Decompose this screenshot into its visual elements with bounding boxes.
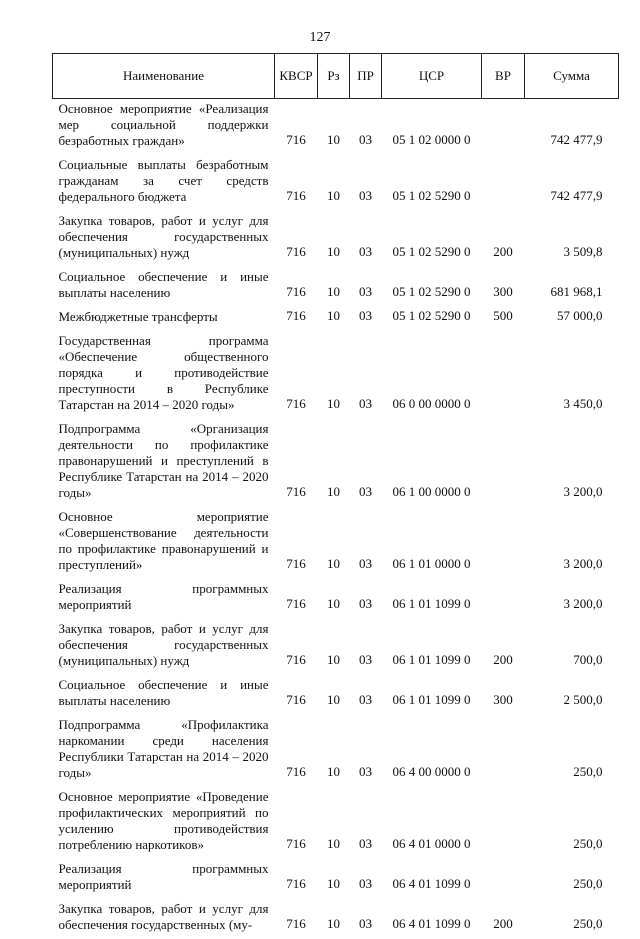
row-kvsr: 716 — [286, 244, 306, 259]
row-kvsr: 716 — [286, 916, 306, 931]
header-csr: ЦСР — [382, 54, 482, 99]
row-name: Основное мероприятие «Совершенствование деятельности по профилактике правонарушений и преступлений» — [58, 509, 269, 572]
row-csr: 05 1 02 5290 0 — [392, 188, 471, 203]
row-pr: 03 — [359, 484, 372, 499]
row-pr: 03 — [359, 764, 372, 779]
row-name: Реализация программных мероприятий — [58, 861, 269, 892]
row-vr: 200 — [493, 916, 513, 931]
row-name: Социальное обеспечение и иные выплаты населению — [58, 269, 269, 300]
row-vr: 300 — [493, 284, 513, 299]
row-sum: 681 968,1 — [550, 284, 603, 299]
table-row — [53, 675, 619, 715]
table-row — [53, 307, 619, 331]
row-sum: 3 200,0 — [563, 484, 603, 499]
table-row — [53, 859, 619, 899]
row-vr — [482, 155, 525, 211]
row-csr: 06 4 01 1099 0 — [392, 876, 471, 891]
row-kvsr: 716 — [286, 764, 306, 779]
table-row — [53, 899, 619, 939]
row-rz: 10 — [327, 692, 340, 707]
row-vr — [482, 859, 525, 899]
row-vr: 200 — [493, 652, 513, 667]
row-name: Реализация программных мероприятий — [58, 581, 269, 612]
header-kvsr: КВСР — [275, 54, 318, 99]
table-row — [53, 267, 619, 307]
row-csr: 06 1 01 1099 0 — [392, 652, 471, 667]
row-csr: 06 1 00 0000 0 — [392, 484, 471, 499]
row-pr: 03 — [359, 836, 372, 851]
row-kvsr: 716 — [286, 284, 306, 299]
row-vr — [482, 579, 525, 619]
row-kvsr: 716 — [286, 596, 306, 611]
table-row — [53, 579, 619, 619]
row-pr: 03 — [359, 308, 372, 323]
table-row — [53, 331, 619, 419]
row-rz: 10 — [327, 836, 340, 851]
row-rz: 10 — [327, 652, 340, 667]
table-row — [53, 787, 619, 859]
row-rz: 10 — [327, 396, 340, 411]
row-vr: 300 — [493, 692, 513, 707]
row-kvsr: 716 — [286, 396, 306, 411]
row-rz: 10 — [327, 556, 340, 571]
row-name: Основное мероприятие «Проведение профилактических мероприятий по усилению противодействия потреблению наркотиков» — [58, 789, 269, 852]
row-sum: 250,0 — [573, 764, 603, 779]
row-sum: 2 500,0 — [563, 692, 603, 707]
row-csr: 06 1 01 0000 0 — [392, 556, 471, 571]
row-rz: 10 — [327, 244, 340, 259]
header-name: Наименование — [53, 54, 275, 99]
header-sum: Сумма — [525, 54, 619, 99]
row-rz: 10 — [327, 916, 340, 931]
row-vr — [482, 507, 525, 579]
table-row — [53, 619, 619, 675]
row-csr: 05 1 02 0000 0 — [392, 132, 471, 147]
row-name: Межбюджетные трансферты — [58, 309, 218, 324]
table-row — [53, 99, 619, 156]
page-number: 127 — [309, 30, 331, 45]
row-sum: 57 000,0 — [557, 308, 603, 323]
header-pr: ПР — [350, 54, 382, 99]
row-name: Социальное обеспечение и иные выплаты населению — [58, 677, 269, 708]
row-csr: 06 4 01 1099 0 — [392, 916, 471, 931]
row-sum: 742 477,9 — [550, 132, 603, 147]
row-rz: 10 — [327, 876, 340, 891]
row-csr: 06 1 01 1099 0 — [392, 692, 471, 707]
table-row — [53, 211, 619, 267]
row-kvsr: 716 — [286, 836, 306, 851]
row-pr: 03 — [359, 692, 372, 707]
row-vr: 500 — [493, 308, 513, 323]
table-row — [53, 419, 619, 507]
row-kvsr: 716 — [286, 692, 306, 707]
header-vr: ВР — [482, 54, 525, 99]
row-pr: 03 — [359, 556, 372, 571]
row-name: Социальные выплаты безработным гражданам за счет средств федерального бюджета — [58, 157, 269, 204]
row-name: Подпрограмма «Организация деятельности по профилактике правонарушений и преступлений в Республике Татарстан на 2014 – 2020 годы» — [58, 421, 269, 500]
row-rz: 10 — [327, 484, 340, 499]
row-kvsr: 716 — [286, 556, 306, 571]
row-sum: 250,0 — [573, 876, 603, 891]
row-kvsr: 716 — [286, 188, 306, 203]
row-name: Основное мероприятие «Реализация мер социальной поддержки безработных граждан» — [58, 101, 269, 148]
row-pr: 03 — [359, 916, 372, 931]
row-sum: 3 509,8 — [563, 244, 603, 259]
row-rz: 10 — [327, 132, 340, 147]
row-rz: 10 — [327, 764, 340, 779]
row-kvsr: 716 — [286, 652, 306, 667]
row-kvsr: 716 — [286, 308, 306, 323]
row-pr: 03 — [359, 132, 372, 147]
row-rz: 10 — [327, 284, 340, 299]
row-name: Закупка товаров, работ и услуг для обеспечения государственных (муниципальных) нужд — [58, 621, 269, 668]
row-name: Государственная программа «Обеспечение общественного порядка и противодействие преступности в Республике Татарстан на 2014 – 2020 годы» — [58, 333, 269, 412]
row-sum: 3 200,0 — [563, 596, 603, 611]
row-name: Закупка товаров, работ и услуг для обеспечения государственных (му- — [58, 901, 269, 932]
row-csr: 06 1 01 1099 0 — [392, 596, 471, 611]
row-sum: 3 450,0 — [563, 396, 603, 411]
row-pr: 03 — [359, 188, 372, 203]
row-kvsr: 716 — [286, 132, 306, 147]
table-row — [53, 507, 619, 579]
row-name: Закупка товаров, работ и услуг для обеспечения государственных (муниципальных) нужд — [58, 213, 269, 260]
row-pr: 03 — [359, 284, 372, 299]
header-rz: Рз — [318, 54, 350, 99]
row-vr — [482, 787, 525, 859]
header-row — [53, 54, 619, 99]
row-sum: 250,0 — [573, 916, 603, 931]
row-pr: 03 — [359, 396, 372, 411]
table-row — [53, 715, 619, 787]
row-sum: 250,0 — [573, 836, 603, 851]
row-vr — [482, 331, 525, 419]
row-vr — [482, 99, 525, 156]
row-vr: 200 — [493, 244, 513, 259]
row-pr: 03 — [359, 876, 372, 891]
table-row — [53, 155, 619, 211]
row-pr: 03 — [359, 244, 372, 259]
row-pr: 03 — [359, 596, 372, 611]
row-rz: 10 — [327, 188, 340, 203]
row-csr: 06 4 01 0000 0 — [392, 836, 471, 851]
row-vr — [482, 715, 525, 787]
row-kvsr: 716 — [286, 484, 306, 499]
row-csr: 06 4 00 0000 0 — [392, 764, 471, 779]
budget-table — [52, 53, 619, 939]
row-sum: 700,0 — [573, 652, 603, 667]
row-sum: 742 477,9 — [550, 188, 603, 203]
row-name: Подпрограмма «Профилактика наркомании среди населения Республики Татарстан на 2014 – 2020 годы» — [58, 717, 269, 780]
row-rz: 10 — [327, 596, 340, 611]
row-rz: 10 — [327, 308, 340, 323]
row-pr: 03 — [359, 652, 372, 667]
row-vr — [482, 419, 525, 507]
row-csr: 06 0 00 0000 0 — [392, 396, 471, 411]
row-csr: 05 1 02 5290 0 — [392, 308, 471, 323]
row-kvsr: 716 — [286, 876, 306, 891]
row-sum: 3 200,0 — [563, 556, 603, 571]
row-csr: 05 1 02 5290 0 — [392, 244, 471, 259]
row-csr: 05 1 02 5290 0 — [392, 284, 471, 299]
